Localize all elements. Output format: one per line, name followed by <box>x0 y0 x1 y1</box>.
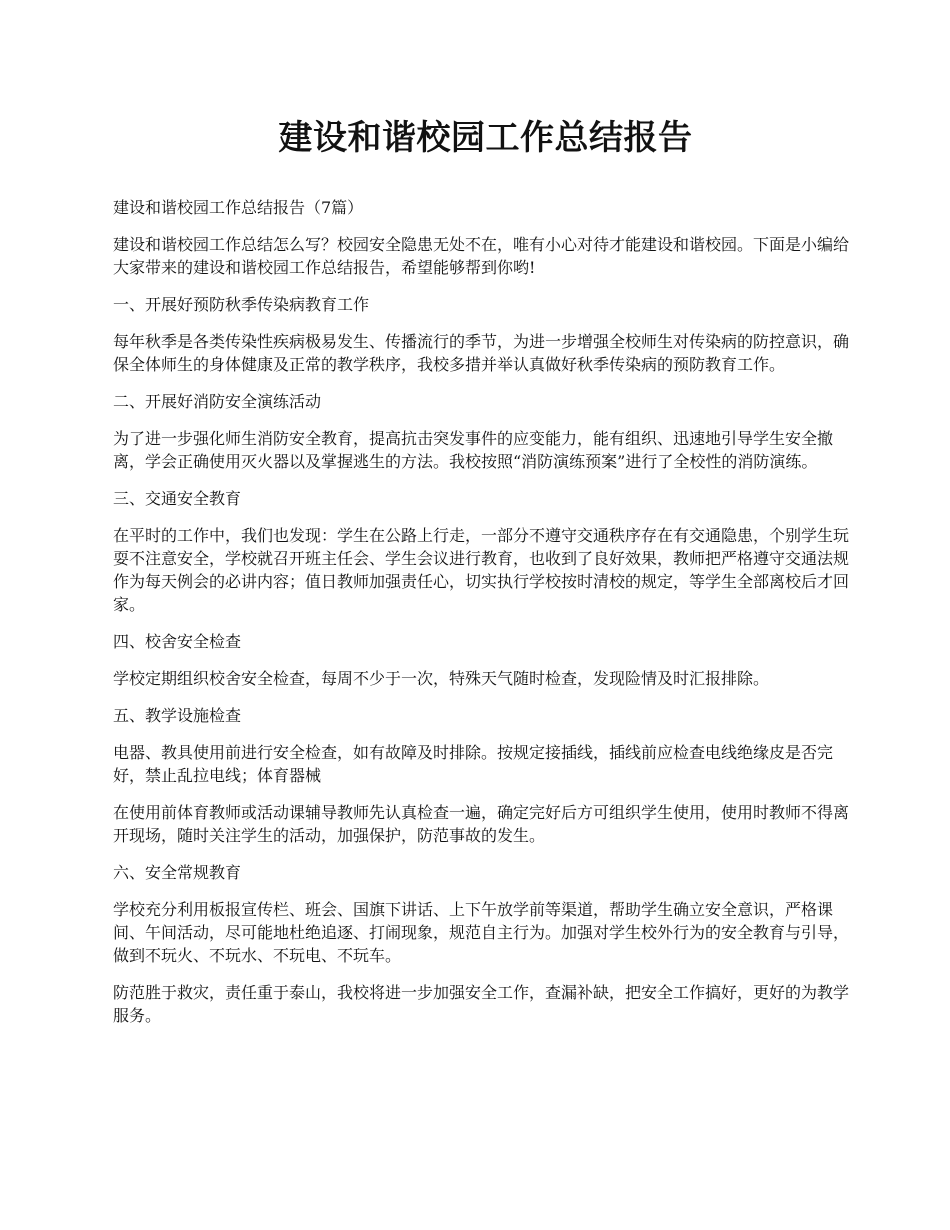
section-heading-3: 三、交通安全教育 <box>113 489 242 508</box>
section-5-paragraph-1: 电器、教具使用前进行安全检查，如有故障及时排除。按规定接插线，插线前应检查电线绝缘皮是否完好，禁止乱拉电线；体育器械 <box>113 743 834 785</box>
intro-paragraph: 建设和谐校园工作总结怎么写？校园安全隐患无处不在，唯有小心对待才能建设和谐校园。下面是小编给大家带来的建设和谐校园工作总结报告，希望能够帮到你哟! <box>113 235 850 277</box>
section-heading-4: 四、校舍安全检查 <box>113 632 242 651</box>
section-2-paragraph: 为了进一步强化师生消防安全教育，提高抗击突发事件的应变能力，能有组织、迅速地引导学生安全撤离，学会正确使用灭火器以及掌握逃生的方法。我校按照“消防演练预案”进行了全校性的消防演练。 <box>113 429 834 471</box>
section-5-paragraph-2: 在使用前体育教师或活动课辅导教师先认真检查一遍，确定完好后方可组织学生使用，使用时教师不得离开现场，随时关注学生的活动，加强保护，防范事故的发生。 <box>113 803 850 845</box>
document-title: 建设和谐校园工作总结报告 <box>278 118 693 158</box>
closing-paragraph: 防范胜于救灾，责任重于泰山，我校将进一步加强安全工作，查漏补缺，把安全工作搞好，更好的为教学服务。 <box>113 983 850 1025</box>
document-page <box>113 116 858 1027</box>
section-3-paragraph: 在平时的工作中，我们也发现：学生在公路上行走，一部分不遵守交通秩序存在有交通隐患，个别学生玩耍不注意安全，学校就召开班主任会、学生会议进行教育，也收到了良好效果，教师把严格遵守交通法规作为每天例会的必讲内容；值日教师加强责任心，切实执行学校按时清校的规定，等学生全部离校后才回家。 <box>113 526 850 614</box>
section-4-paragraph: 学校定期组织校舍安全检查，每周不少于一次，特殊天气随时检查，发现险情及时汇报排除。 <box>113 669 770 688</box>
section-heading-1: 一、开展好预防秋季传染病教育工作 <box>113 295 370 314</box>
section-heading-5: 五、教学设施检查 <box>113 706 242 725</box>
document-subtitle: 建设和谐校园工作总结报告（7篇） <box>113 198 364 217</box>
section-heading-2: 二、开展好消防安全演练活动 <box>113 392 322 411</box>
section-1-paragraph: 每年秋季是各类传染性疾病极易发生、传播流行的季节，为进一步增强全校师生对传染病的防控意识，确保全体师生的身体健康及正常的教学秩序，我校多措并举认真做好秋季传染病的预防教育工作。 <box>113 332 850 374</box>
section-6-paragraph: 学校充分利用板报宣传栏、班会、国旗下讲话、上下午放学前等渠道，帮助学生确立安全意识，严格课间、午间活动，尽可能地杜绝追逐、打闹现象，规范自主行为。加强对学生校外行为的安全教育与引导，做到不玩火、不玩水、不玩电、不玩车。 <box>113 900 850 965</box>
section-heading-6: 六、安全常规教育 <box>113 863 242 882</box>
